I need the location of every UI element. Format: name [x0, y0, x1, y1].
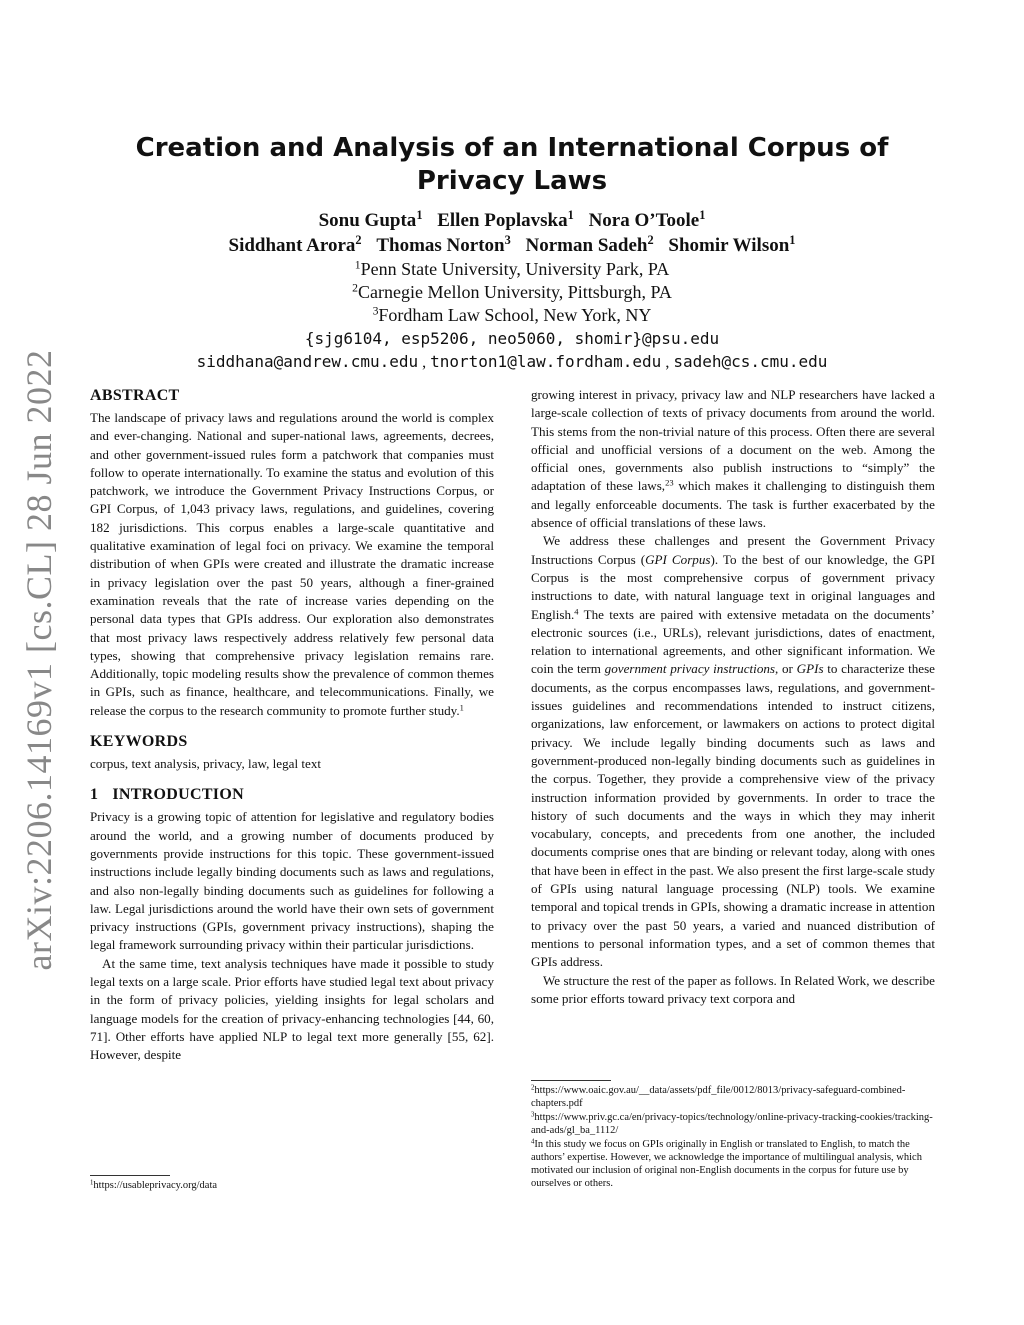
- paper-title: Creation and Analysis of an International Corpus of Privacy Laws: [135, 133, 889, 196]
- section-number: 1: [90, 786, 99, 804]
- footnote-mark: 4: [574, 605, 579, 616]
- footnote: $^4$In this study we focus on GPIs originally in English or translated to English, to match the authors’ expertise. However, we acknowledge the importance of multilingual analysis, which motivated our inclusion of original non-English documents in the corpus for future use by ourselves or others.: [531, 1138, 922, 1189]
- footnotes-left: [90, 1165, 494, 1193]
- body-paragraph: We structure the rest of the paper as follows. In Related Work, we describe some prior efforts toward privacy text corpora and: [531, 972, 935, 1006]
- author: Ellen Poplavska$^1$: [437, 208, 574, 231]
- abstract-text: The landscape of privacy laws and regulations around the world is complex and ever-changing. National and super-national laws, agreements, decrees, and other government-issued rules form a patchwork that companies must follow to operate internationally. To examine the status and evolution of this patchwork, we introduce the Government Privacy Instructions Corpus, or GPI Corpus, of 1,043 privacy laws, regulations, and guidelines, covering 182 jurisdictions. This corpus enables a large-scale quantitative and qualitative examination of legal foci on privacy. We examine the temporal distribution of when GPIs were created and illustrate the dramatic increase in privacy legislation over the past 50 years, although a finer-grained examination reveals that the rate of increase varies depending on the personal data types that GPIs address. Our exploration also demonstrates that most privacy laws respectively address relatively few personal data types, showing that comprehensive privacy legislation remains rare. Additionally, topic modeling results show the prevalence of common themes in GPIs, such as finance, healthcare, and telecommunications. Finally, we release the corpus to the research community to promote further study.$^1$: [90, 410, 494, 718]
- author: Thomas Norton$^3$: [376, 233, 511, 256]
- keywords-section: [90, 732, 494, 773]
- affiliation-list: [100, 258, 924, 327]
- footnote: $^1$https://usableprivacy.org/data: [90, 1179, 218, 1191]
- abstract-heading: ABSTRACT: [90, 387, 180, 404]
- introduction-section: [90, 785, 494, 1064]
- author: Sonu Gupta$^1$: [318, 208, 423, 231]
- author: Norman Sadeh$^2$: [525, 233, 654, 256]
- affiliation: $^1$Penn State University, University Park, PA: [354, 258, 670, 279]
- email-group-psu: {sjg6104, esp5206, neo5060, shomir}@psu.edu: [304, 329, 720, 348]
- affiliation: $^3$Fordham Law School, New York, NY: [372, 304, 652, 325]
- body-paragraph: We address these challenges and present the Government Privacy Instructions Corpus (GPI Corpus). To the best of our knowledge, the GPI Corpus is the most comprehensive corpus of government privacy instructions to date, with natural language text in original languages and English.$^4$ The texts are paired with extensive metadata on the documents’ electronic sources (i.e., URLs), relevant jurisdictions, dates of enactment, relation to international agreements, and other significant information. We coin the term government privacy instructions, or GPIs to characterize these documents, as the corpus encompasses laws, regulations, and government-issues guidelines and recommendations intended to instruct citizens, organizations, law enforcement, or lawmakers on actions to protect digital privacy. We include legally binding documents such as laws and government-produced non-legally binding documents such as guidelines in the corpus. Together, they provide a comprehensive view of the privacy instruction information provided by governments. In order to trace the history of such documents and the ways in which they may inherit vocabulary, concepts, and precedents from one another, the included documents comprise ones that are binding or relevant today, along with ones that have been in effect in the past. We also present the first large-scale study of GPIs using natural language processing (NLP) tools. We examine temporal and topical trends in GPIs, showing a dramatic increase in attention to privacy over the past 50 years, a varied and nuanced distribution of mentions to personal information types, and a set of common themes that GPIs address.: [531, 533, 936, 970]
- email-address: tnorton1@law.fordham.edu: [430, 352, 662, 371]
- author-line-1: [100, 208, 924, 233]
- footnote-rule: [90, 1175, 170, 1176]
- footnote: $^3$https://www.priv.gc.ca/en/privacy-topics/technology/online-privacy-tracking-cookies/tracking-and-ads/gl_ba_1112/: [531, 1111, 933, 1136]
- footnotes-right: [531, 1070, 935, 1191]
- arxiv-identifier: arXiv:2206.14169v1 [cs.CL] 28 Jun 2022: [19, 349, 59, 971]
- author: Shomir Wilson$^1$: [668, 233, 796, 256]
- author-line-2: [100, 233, 924, 258]
- footnote: $^2$https://www.oaic.gov.au/__data/assets/pdf_file/0012/8013/privacy-safeguard-combined-chapters.pdf: [531, 1084, 906, 1109]
- footnote-rule: [531, 1080, 611, 1081]
- paper-header: [100, 132, 924, 373]
- affiliation: $^2$Carnegie Mellon University, Pittsburgh, PA: [352, 281, 672, 302]
- abstract-section: [90, 386, 494, 720]
- introduction-paragraph: At the same time, text analysis techniques have made it possible to study legal texts on a large scale. Prior efforts have studied legal text about privacy in the form of privacy policies, yielding insights for legal scholars and language models for the creation of privacy-enhancing technologies [44, 60, 71]. Other efforts have applied NLP to legal text more generally [55, 62]. However, despite: [90, 955, 494, 1063]
- introduction-heading: 1 INTRODUCTION: [90, 786, 244, 804]
- footnote-mark: 23: [665, 477, 674, 488]
- author: Nora O’Toole$^1$: [588, 208, 706, 231]
- left-column: [90, 386, 494, 1191]
- right-column: [531, 386, 936, 1189]
- email-list: [100, 327, 924, 373]
- introduction-paragraph: Privacy is a growing topic of attention for legislative and regulatory bodies around the world, and a growing number of documents produced by governments provide instructions for this topic. These government-issued instructions include legally binding documents such as laws and regulations, and also non-legally binding documents such as guidelines for following a law. Legal jurisdictions around the world have their own sets of government privacy instructions (GPIs, government privacy instructions), shaping the legal framework surrounding privacy within their particular jurisdictions.: [90, 809, 494, 953]
- body-paragraph: growing interest in privacy, privacy law and NLP researchers have lacked a large-scale collection of texts of privacy documents from around the world. This stems from the non-trivial nature of this process. Often there are several official and unofficial versions of a document on the web. Among the official ones, governments also publish instructions to “simply” the adaptation of these laws,$^{23}$ which makes it challenging to distinguish them and legally enforceable documents. The task is further exacerbated by the absence of official translations of these laws.: [531, 387, 935, 531]
- author-list: [100, 208, 924, 258]
- keywords-heading: KEYWORDS: [90, 733, 188, 751]
- email-address: siddhana@andrew.cmu.edu: [196, 352, 419, 371]
- author: Siddhant Arora$^2$: [228, 233, 362, 256]
- email-address: sadeh@cs.cmu.edu: [673, 352, 828, 371]
- keywords-text: corpus, text analysis, privacy, law, legal text: [90, 756, 322, 772]
- arxiv-sidebar: [14, 345, 64, 975]
- email-line-2: siddhana@andrew.cmu.edu , tnorton1@law.fordham.edu , sadeh@cs.cmu.edu: [196, 352, 828, 371]
- footnote-mark: 1: [459, 702, 464, 713]
